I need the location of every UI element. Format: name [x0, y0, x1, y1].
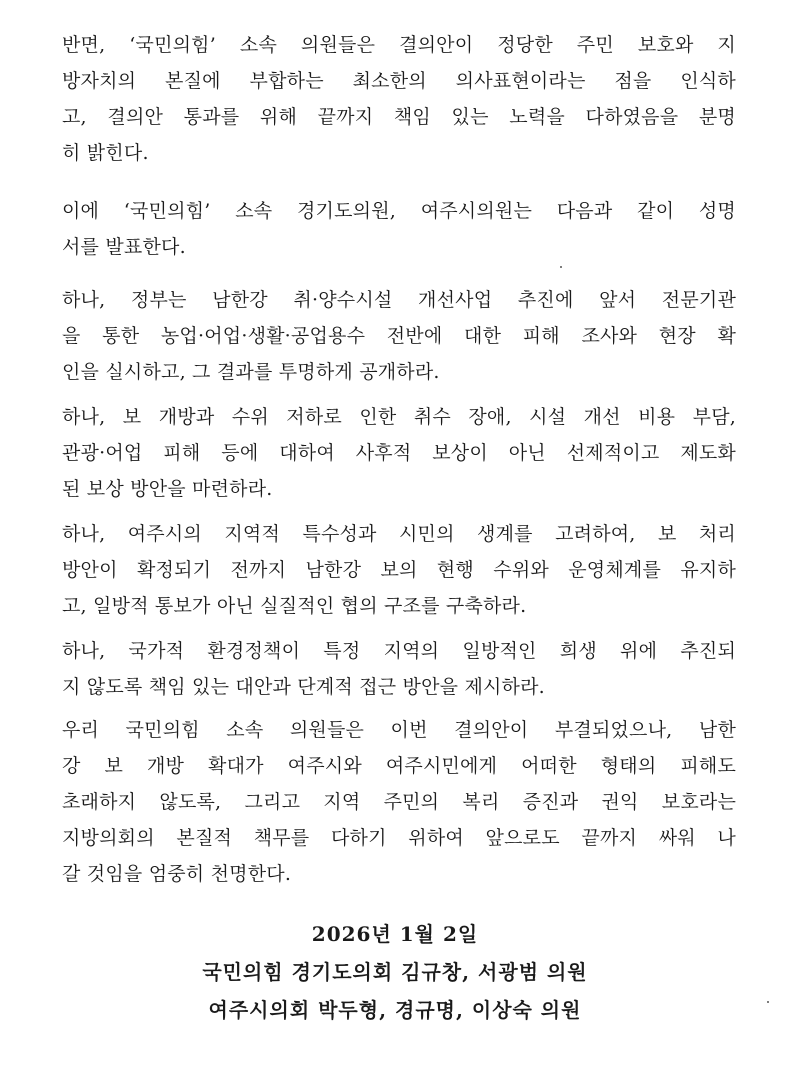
paragraph-line: 이에 ‘국민의힘’ 소속 경기도의원, 여주시의원는 다음과 같이 성명 — [62, 200, 736, 222]
signature-line-1: 국민의힘 경기도의회 김규창, 서광범 의원 — [202, 960, 588, 984]
signature-line-2: 여주시의회 박두형, 경규명, 이상숙 의원 — [208, 998, 582, 1022]
paragraph-line: 하나, 정부는 남한강 취·양수시설 개선사업 추진에 앞서 전문기관 — [62, 289, 736, 311]
paragraph-line: 관광·어업 피해 등에 대하여 사후적 보상이 아닌 선제적이고 제도화 — [62, 442, 736, 464]
paragraph-line: 인을 실시하고, 그 결과를 투명하게 공개하라. — [62, 361, 440, 383]
paragraph-line: 된 보상 방안을 마련하라. — [62, 478, 273, 500]
paragraph-line: 지방의회의 본질적 책무를 다하기 위하여 앞으로도 끝까지 싸워 나 — [62, 827, 736, 849]
signature-date: 2026년 1월 2일 — [311, 922, 479, 946]
scan-speck — [560, 266, 562, 268]
paragraph-line: 고, 일방적 통보가 아닌 실질적인 협의 구조를 구축하라. — [62, 595, 527, 617]
paragraph-line: 우리 국민의힘 소속 의원들은 이번 결의안이 부결되었으나, 남한 — [62, 719, 736, 741]
paragraph-line: 하나, 국가적 환경정책이 특정 지역의 일방적인 희생 위에 추진되 — [62, 640, 736, 662]
paragraph-line: 고, 결의안 통과를 위해 끝까지 책임 있는 노력을 다하였음을 분명 — [62, 106, 736, 128]
paragraph-line: 하나, 보 개방과 수위 저하로 인한 취수 장애, 시설 개선 비용 부담, — [62, 406, 736, 428]
scan-speck — [767, 1001, 769, 1003]
paragraph-line: 갈 것임을 엄중히 천명한다. — [62, 863, 292, 885]
paragraph-line: 방안이 확정되기 전까지 남한강 보의 현행 수위와 운영체계를 유지하 — [62, 559, 736, 581]
paragraph-line: 을 통한 농업·어업·생활·공업용수 전반에 대한 피해 조사와 현장 확 — [62, 325, 736, 347]
paragraph-line: 히 밝힌다. — [62, 142, 149, 164]
paragraph-line: 방자치의 본질에 부합하는 최소한의 의사표현이라는 점을 인식하 — [62, 70, 736, 92]
paragraph-line: 초래하지 않도록, 그리고 지역 주민의 복리 증진과 권익 보호라는 — [62, 791, 736, 813]
paragraph-line: 서를 발표한다. — [62, 236, 186, 258]
paragraph-line: 강 보 개방 확대가 여주시와 여주시민에게 어떠한 형태의 피해도 — [62, 755, 736, 777]
paragraph-line: 지 않도록 책임 있는 대안과 단계적 접근 방안을 제시하라. — [62, 676, 545, 698]
paragraph-line: 반면, ‘국민의힘’ 소속 의원들은 결의안이 정당한 주민 보호와 지 — [62, 34, 736, 56]
paragraph-line: 하나, 여주시의 지역적 특수성과 시민의 생계를 고려하여, 보 처리 — [62, 523, 736, 545]
